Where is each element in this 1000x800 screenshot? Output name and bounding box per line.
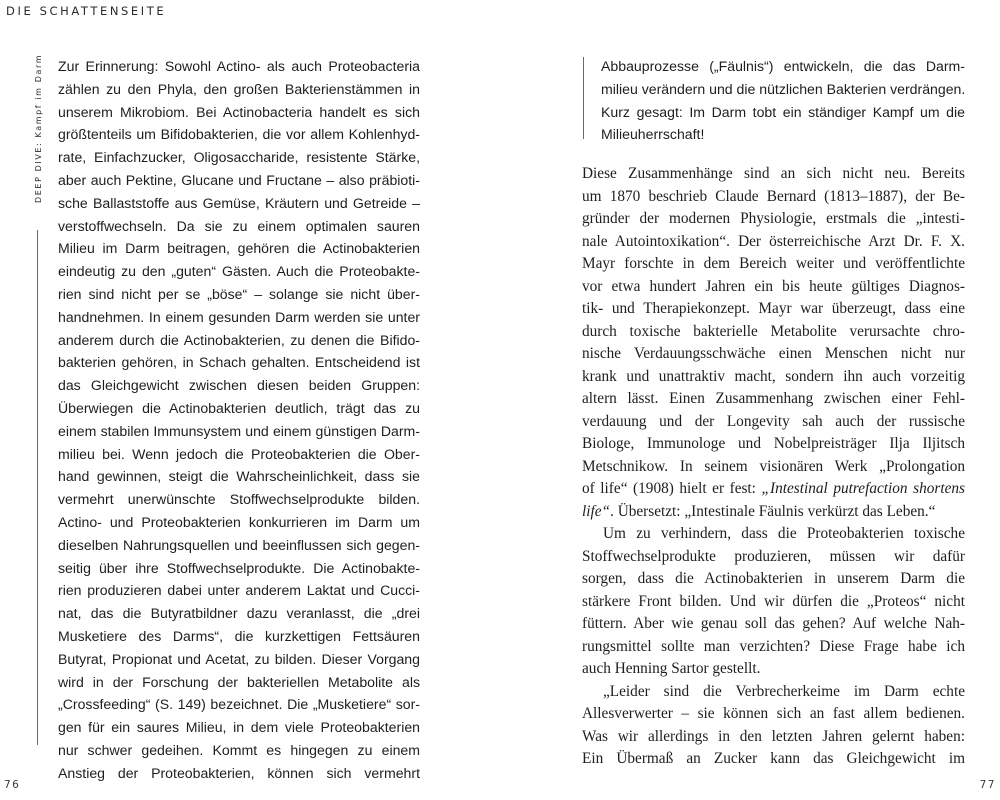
text-line <box>582 501 965 524</box>
text-line: um 1870 beschrieb Claude Bernard (1813–1887), der Be- <box>582 187 965 205</box>
italic-quote: „Intestinal putrefaction shortens <box>761 480 965 497</box>
box-rule <box>583 57 584 139</box>
text-line: aber auch Pektine, Glucane und Fructane – also präbioti- <box>58 171 420 188</box>
italic-quote-end: life“ <box>582 502 611 520</box>
side-label: DEEP DIVE: Kampf im Darm <box>34 53 43 203</box>
text-line: hand gewinnen, steigt die Wahrscheinlichkeit, dass sie <box>58 468 420 485</box>
text-line: rien sind nicht per se „böse“ – solange sie nicht über- <box>58 285 420 302</box>
text-line: nische Verdauungsschwäche einen Menschen nicht nur <box>582 345 965 362</box>
text-line: nur schwer gedeihen. Kommt es hingegen zu einem <box>58 741 420 758</box>
left-column-text <box>58 55 420 785</box>
text-line: Biologe, Immunologe und Nobelpreisträger Ilja Iljitsch <box>582 435 965 452</box>
text-line: rien produzieren dabei unter anderem Laktat und Cucci- <box>58 582 420 599</box>
text-line: zählen zu den Phyla, den großen Bakterienstämmen in <box>58 80 420 97</box>
text-line: Actino- und Proteobakterien konkurrieren im Darm um <box>58 513 420 530</box>
right-column-text <box>582 163 965 771</box>
side-rule <box>37 230 38 745</box>
text-line: Musketiere des Darms“, die kurzkettigen Fettsäuren <box>58 627 420 644</box>
text-line: handnehmen. In einem gesunden Darm werden sie unter <box>58 308 420 325</box>
text-line: Überwiegen die Actinobakterien deutlich, trägt das zu <box>58 399 420 416</box>
text-line: bakterien gehören, in Schach gehalten. Entscheidend ist <box>58 354 420 371</box>
text-line: sorgen, dass die Actinobakterien in unserem Darm die <box>582 570 965 587</box>
text-line: Mayr forschte in dem Bereich weiter und veröffentlichte <box>582 255 965 272</box>
text-line: Ein Übermaß an Zucker kann das Gleichgewicht im <box>582 750 965 767</box>
text-line: tik- und Therapiekonzept. Mayr war überzeugt, dass eine <box>582 300 965 317</box>
text-line: Milieu im Darm beitragen, gehören die Actinobakterien <box>58 240 420 257</box>
text-line: Metschnikow. In seinem visionären Werk „Prolongation <box>582 457 965 475</box>
text-line: sche Ballaststoffe aus Gemüse, Kräutern und Getreide – <box>58 194 420 211</box>
text-line: auch Henning Sartor gestellt. <box>582 660 761 677</box>
page-number-right: 77 <box>979 779 996 791</box>
text-line: unserem Mikrobiom. Bei Actinobacteria handelt es sich <box>58 103 420 120</box>
deep-dive-box-continuation <box>601 55 965 146</box>
text-line: Anstieg der Proteobakterien, können sich vermehrt <box>58 764 420 781</box>
text-line: Was wir allerdings in den letzten Jahren gelernt haben: <box>582 727 965 745</box>
text-line: Allesverwerter – sie können sich an fast allem bedienen. <box>582 705 965 722</box>
text-line: rate, Einfachzucker, Oligosaccharide, resistente Stärke, <box>58 149 420 166</box>
text-line: of life“ (1908) hielt er fest: <box>582 480 762 497</box>
text-line: gen für ein saures Milieu, in dem viele Proteobakterien <box>58 719 420 736</box>
running-head: DIE SCHATTENSEITE <box>6 4 167 18</box>
text-line: seitig über ihre Stoffwechselprodukte. Die Actinobakte- <box>58 559 420 576</box>
text-line: krank und unattraktiv macht, sondern ihn auch vorzeitig <box>582 367 965 385</box>
text-line: eindeutig zu den „guten“ Gästen. Auch die Proteobakte- <box>58 263 420 280</box>
page-number-left: 76 <box>4 779 21 791</box>
text-line: rungsmittel sollte man verzichten? Diese Frage habe ich <box>582 637 965 655</box>
text-line: vor etwa hundert Jahren ein bis heute gültiges Diagnos- <box>582 277 965 295</box>
text-line: milieu bei. Wenn jedoch die Proteobakterien die Ober- <box>58 445 420 462</box>
text-line: Butyrat, Propionat und Acetat, zu bilden. Dieser Vorgang <box>58 650 420 667</box>
text-line-with-quote <box>582 478 965 501</box>
text-line: Diese Zusammenhänge sind an sich nicht neu. Bereits <box>582 165 965 182</box>
text-line: füttern. Aber wie genau soll das gehen? Auf welche Nah- <box>582 615 965 632</box>
text-line: altern lässt. Einen Zusammenhang zwischen einer Fehl- <box>582 390 965 407</box>
text-line: Milieuherrschaft! <box>601 126 705 143</box>
translation-text: . Übersetzt: „Intestinale Fäulnis verkürzt das Leben.“ <box>610 502 936 520</box>
text-line: Zur Erinnerung: Sowohl Actino- als auch Proteobacteria <box>58 58 420 74</box>
text-line: milieu verändern und die nützlichen Bakterien verdrängen. <box>601 80 966 97</box>
text-line: dieselben Nahrungsquellen und beeinflussen sich gegen- <box>58 536 420 553</box>
text-line: durch toxische bakterielle Metabolite verursachte chro- <box>582 322 965 340</box>
text-line: größtenteils um Bifidobakterien, die vor allem Kohlenhyd- <box>58 126 420 143</box>
text-line: nale Autointoxikation“. Der österreichische Arzt Dr. F. X. <box>582 232 965 250</box>
text-line: verdauung und der Longevity sah auch der russische <box>582 412 965 430</box>
text-line: verstoffwechseln. Da sie zu einem optimalen sauren <box>58 217 420 234</box>
text-line: vermehrt unerwünschte Stoffwechselprodukte bilden. <box>58 491 420 508</box>
text-line: Um zu verhindern, dass die Proteobakterien toxische <box>603 525 965 542</box>
text-line: gründer der modernen Physiologie, erstmals die „intesti- <box>582 210 965 227</box>
text-line: stärkere Front bilden. Und wir dürfen die „Proteos“ nicht <box>582 592 965 610</box>
text-line: „Crossfeeding“ (S. 149) bezeichnet. Die „Musketiere“ sor- <box>58 696 420 713</box>
text-line: Stoffwechselprodukte produzieren, müssen wir dafür <box>582 547 965 565</box>
text-line: das Gleichgewicht zwischen diesen beiden Gruppen: <box>58 377 420 394</box>
text-line: anderem durch die Actinobakterien, zu denen die Bifido- <box>58 331 420 348</box>
text-line: nat, das die Butyratbildner dazu veranlasst, die „drei <box>58 605 420 622</box>
text-line: Kurz gesagt: Im Darm tobt ein ständiger Kampf um die <box>601 103 965 120</box>
text-line: wird in der Forschung der bakteriellen Metabolite als <box>58 673 420 690</box>
text-line: „Leider sind die Verbrecherkeime im Darm echte <box>603 682 965 700</box>
text-line: einem stabilen Immunsystem und einem günstigen Darm- <box>58 422 420 439</box>
text-line: Abbauprozesse („Fäulnis“) entwickeln, die das Darm- <box>601 58 965 74</box>
